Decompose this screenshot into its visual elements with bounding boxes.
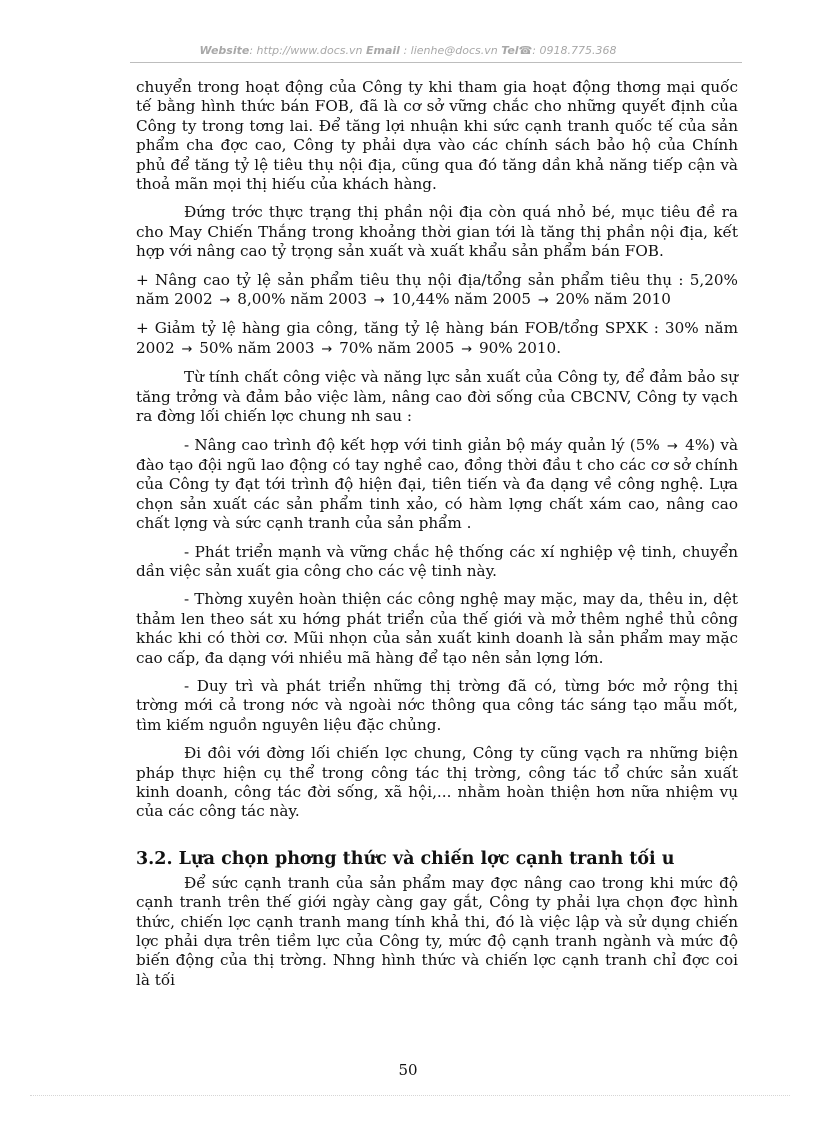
right-arrow-icon: →	[373, 293, 385, 309]
target-text: 50% năm 2003	[199, 338, 315, 357]
right-arrow-icon: →	[537, 293, 549, 309]
page-number: 50	[398, 1061, 418, 1079]
target-line-domestic	[136, 271, 738, 311]
email-label: Email	[366, 44, 400, 57]
website-value: : http://www.docs.vn	[249, 44, 363, 57]
page-header	[130, 44, 686, 57]
right-arrow-icon: →	[461, 341, 473, 357]
tel-value: : 0918.775.368	[532, 44, 617, 57]
target-text: 8,00% năm 2003	[237, 290, 368, 309]
strategy-item: - Phát triển mạnh và vững chắc hệ thống các xí nghiệp vệ tinh, chuyển dần việc sản xuất gia công cho các vệ tinh này.	[136, 542, 738, 580]
strategy-item: - Thờng xuyên hoàn thiện các công nghệ may mặc, may da, thêu in, dệt thảm len theo sát xu hớng phát triển của thế giới và mở thêm nghề thủ công khác khi có thời cơ. Mũi nhọn của sản xuất kinh doanh là sản phẩm may mặc cao cấp, đa dạng với nhiều mã hàng để tạo nên sản lợng lớn.	[136, 590, 738, 667]
target-text: 90% 2010.	[478, 338, 562, 357]
header-divider	[130, 62, 742, 63]
strategy-item: - Duy trì và phát triển những thị trờng đã có, từng bớc mở rộng thị trờng mới cả trong nớc và ngoài nớc thông qua công tác sáng tạo mẫu mốt, tìm kiếm nguồn nguyên liệu đặc chủng.	[136, 676, 738, 734]
paragraph: Đứng trớc thực trạng thị phần nội địa còn quá nhỏ bé, mục tiêu đề ra cho May Chiến Thắng trong khoảng thời gian tới là tăng thị phần nội địa, kết hợp với nâng cao tỷ trọng sản xuất và xuất khẩu sản phẩm bán FOB.	[136, 203, 738, 261]
right-arrow-icon: →	[667, 438, 678, 454]
section-heading: 3.2. Lựa chọn phơng thức và chiến lợc cạnh tranh tối u	[136, 848, 675, 869]
target-text: 70% năm 2005	[339, 338, 455, 357]
tel-label: Tel	[501, 44, 519, 57]
right-arrow-icon: →	[181, 341, 193, 357]
strategy-item	[136, 436, 738, 534]
email-value: : lienhe@docs.vn	[403, 44, 498, 57]
footer-divider	[30, 1095, 790, 1096]
target-text: + Giảm tỷ lệ hàng gia công, tăng tỷ lệ hàng bán FOB/tổng SPXK : 30% năm 2002	[136, 319, 738, 357]
paragraph: Từ tính chất công việc và năng lực sản xuất của Công ty, để đảm bảo sự tăng trởng và đảm bảo việc làm, nâng cao đời sống của CBCNV, Công ty vạch ra đờng lối chiến lợc chung nh sau :	[136, 368, 738, 426]
target-text: + Nâng cao tỷ lệ sản phẩm tiêu thụ nội địa/tổng sản phẩm tiêu thụ : 5,20% năm 2002	[136, 270, 738, 309]
strategy-text: - Nâng cao trình độ kết hợp với tinh giản bộ máy quản lý (5%	[184, 435, 660, 454]
strategy-text: 4%) và đào tạo đội ngũ lao động có tay nghề cao, đồng thời đầu t cho các cơ sở chính của Công ty đạt tới trình độ hiện đại, tiên tiến và đa dạng về công nghệ. Lựa chọn sản xuất các sản phẩm tinh xảo, có hàm lợng chất xám cao, nâng cao chất lợng và sức cạnh tranh của sản phẩm .	[136, 435, 739, 533]
target-text: 10,44% năm 2005	[391, 290, 532, 309]
phone-icon: ☎	[518, 44, 533, 57]
right-arrow-icon: →	[219, 293, 231, 309]
website-label: Website	[199, 44, 250, 57]
target-line-fob	[136, 319, 738, 359]
document-body	[136, 78, 738, 999]
right-arrow-icon: →	[321, 341, 333, 357]
paragraph: Để sức cạnh tranh của sản phẩm may đợc nâng cao trong khi mức độ cạnh tranh trên thế giới ngày càng gay gắt, Công ty phải lựa chọn đợc hình thức, chiến lợc cạnh tranh mang tính khả thi, đó là việc lập và sử dụng chiến lợc phải dựa trên tiềm lực của Công ty, mức độ cạnh tranh ngành và mức độ biến động của thị trờng. Nhng hình thức và chiến lợc cạnh tranh chỉ đợc coi là tối	[136, 873, 738, 989]
target-text: 20% năm 2010	[555, 290, 671, 309]
paragraph: chuyển trong hoạt động của Công ty khi tham gia hoạt động thơng mại quốc tế bằng hình thức bán FOB, đã là cơ sở vững chắc cho những quyết định của Công ty trong tơng lai. Để tăng lợi nhuận khi sức cạnh tranh quốc tế của sản phẩm cha đợc cao, Công ty phải dựa vào các chính sách bảo hộ của Chính phủ để tăng tỷ lệ tiêu thụ nội địa, cũng qua đó tăng dần khả năng tiếp cận và thoả mãn mọi thị hiếu của khách hàng.	[136, 78, 738, 194]
paragraph: Đi đôi với đờng lối chiến lợc chung, Công ty cũng vạch ra những biện pháp thực hiện cụ thể trong công tác thị trờng, công tác tổ chức sản xuất kinh doanh, công tác đời sống, xã hội,... nhằm hoàn thiện hơn nữa nhiệm vụ của các công tác này.	[136, 744, 738, 821]
